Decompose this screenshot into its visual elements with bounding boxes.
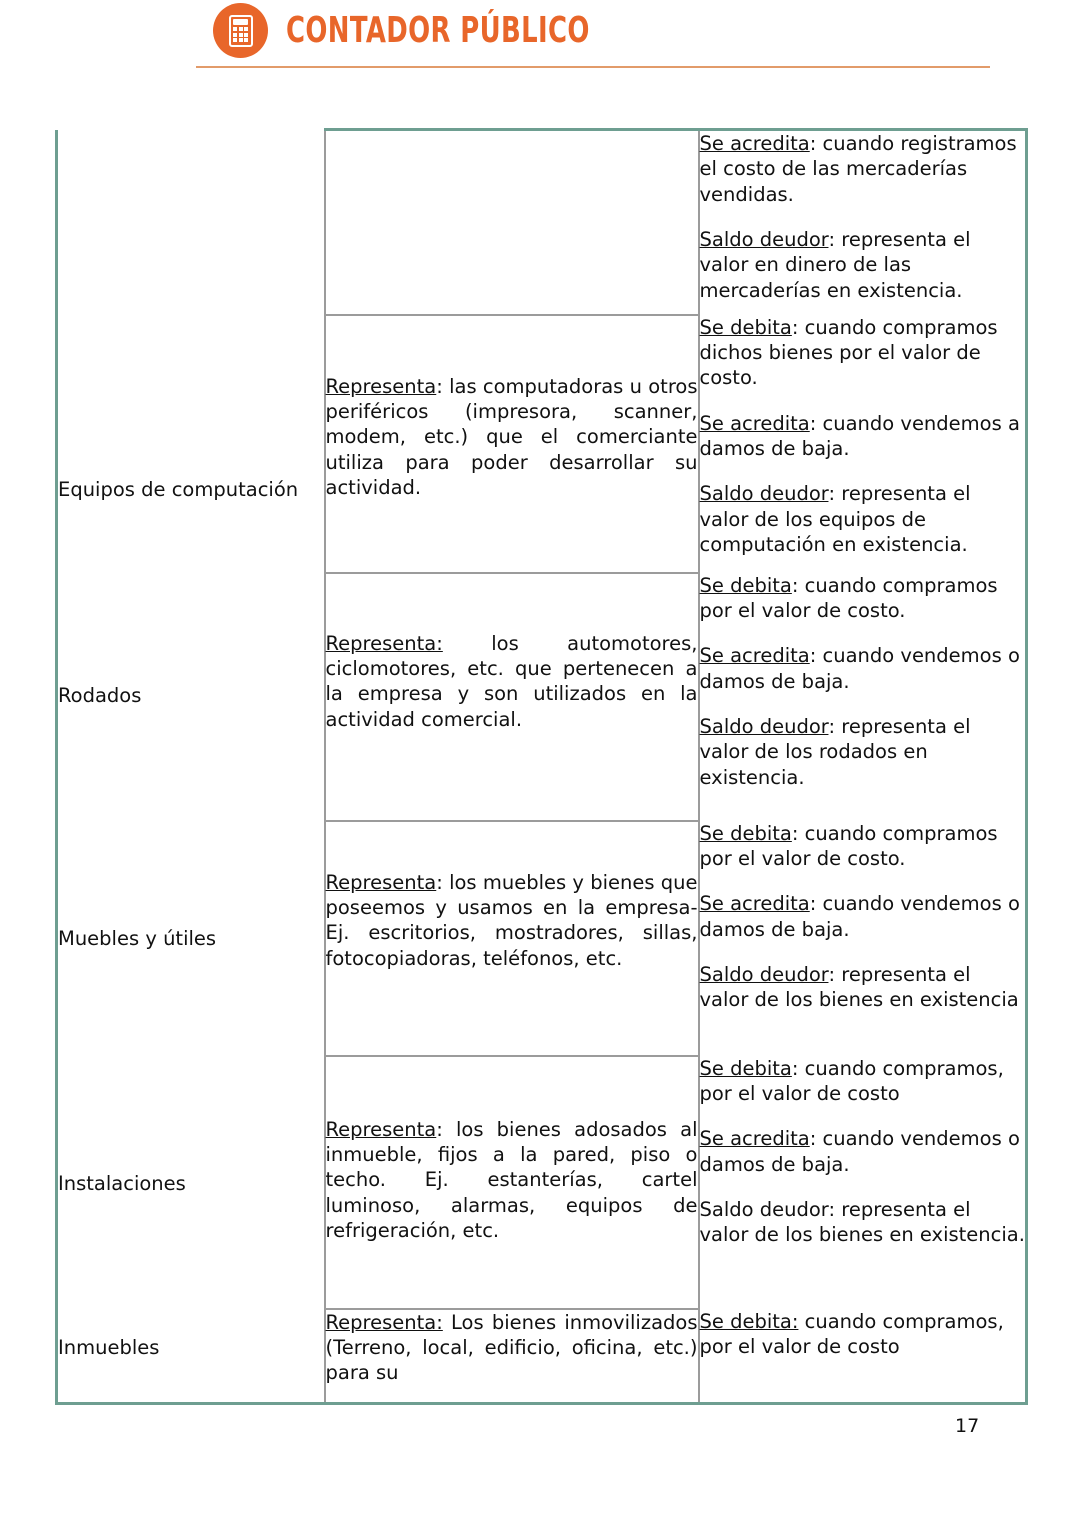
rule-item — [700, 411, 1026, 462]
description-label: Representa — [325, 374, 437, 398]
rule-label: Se debita — [699, 1056, 792, 1080]
rule-label: Saldo deudor — [699, 714, 829, 738]
account-description-cell — [325, 1056, 699, 1309]
rule-text: : cuando vendemos o damos de baja. — [699, 1127, 1020, 1176]
rule-item — [700, 643, 1026, 694]
rule-text: : representa el valor de los equipos de computación en existencia. — [699, 482, 971, 556]
account-name-cell — [57, 821, 325, 1056]
rule-text: : cuando compramos, por el valor de costo — [699, 1056, 1004, 1105]
rule-text: : cuando vendemos a damos de baja. — [699, 411, 1020, 460]
brand-title: CONTADOR PÚBLICO — [286, 10, 590, 51]
rule-item — [700, 962, 1026, 1013]
rule-label: Saldo deudor — [699, 962, 829, 986]
description-label: Representa: — [325, 1310, 443, 1334]
description-label: Representa: — [325, 631, 443, 655]
rule-text: : representa el valor de los bienes en existencia. — [699, 1197, 1025, 1247]
table-row — [57, 1056, 1027, 1309]
page-header — [0, 0, 1080, 80]
rule-label: Se debita — [699, 821, 792, 845]
rule-item — [700, 891, 1026, 942]
rule-label: Se acredita — [699, 892, 810, 916]
rule-text: : cuando compramos por el valor de costo. — [699, 821, 998, 870]
account-description: : los bienes adosados al inmueble, fijos a la pared, piso o techo. Ej. estanterías, cartel luminoso, alarmas, equipos de refrigeración, etc. — [325, 1117, 698, 1242]
rule-label: Se acredita — [699, 1127, 810, 1151]
rule-label: Saldo deudor — [699, 228, 829, 252]
account-description-cell — [325, 821, 699, 1056]
account-rules-cell — [699, 573, 1027, 821]
rule-item — [700, 1197, 1026, 1248]
account-rules-cell — [699, 1056, 1027, 1309]
rule-item — [700, 131, 1026, 207]
rule-item — [700, 714, 1026, 790]
rule-text: cuando compramos, por el valor de costo — [699, 1309, 1004, 1358]
calculator-icon — [213, 3, 268, 58]
account-name: Muebles y útiles — [58, 926, 217, 950]
table-row — [57, 1309, 1027, 1404]
account-description-cell — [325, 1309, 699, 1404]
rule-item — [700, 1126, 1026, 1177]
account-rules-cell — [699, 821, 1027, 1056]
rule-item — [700, 1056, 1026, 1107]
rule-text: : representa el valor de los rodados en existencia. — [699, 714, 971, 789]
header-divider — [196, 66, 990, 68]
table-row — [57, 821, 1027, 1056]
account-description-cell — [325, 315, 699, 573]
rule-label: Se acredita — [699, 644, 810, 668]
rule-label: Se debita: — [699, 1309, 799, 1333]
account-rules-cell — [699, 130, 1027, 315]
account-description-cell — [325, 130, 699, 315]
accounts-table — [55, 128, 1028, 1405]
rule-label: Se acredita — [699, 132, 810, 155]
account-name-cell — [57, 573, 325, 821]
account-rules-cell — [699, 1309, 1027, 1404]
account-name: Equipos de computación — [58, 477, 299, 501]
rule-item — [700, 227, 1026, 303]
rule-item — [700, 821, 1026, 872]
account-name: Inmuebles — [58, 1335, 160, 1359]
account-name-cell — [57, 1309, 325, 1404]
rule-label: Saldo deudor — [699, 1197, 829, 1221]
table-row — [57, 315, 1027, 573]
rule-text: : representa el valor de los bienes en existencia — [699, 962, 1019, 1012]
account-name-cell — [57, 315, 325, 573]
rule-text: : representa el valor en dinero de las mercaderías en existencia. — [699, 228, 971, 302]
rule-item — [700, 1309, 1026, 1360]
page-number: 17 — [955, 1415, 980, 1437]
rule-item — [700, 315, 1026, 391]
table-row — [57, 573, 1027, 821]
account-description: : los muebles y bienes que poseemos y usamos en la empresa- Ej. escritorios, mostradores, sillas, fotocopiadoras, teléfonos, etc. — [325, 870, 698, 970]
account-description: : las computadoras u otros periféricos (impresora, scanner, modem, etc.) que el comerciante utiliza para poder desarrollar su actividad. — [325, 374, 698, 499]
account-description: Los bienes inmovilizados (Terreno, local, edificio, oficina, etc.) para su — [325, 1310, 698, 1385]
rule-text: : cuando compramos dichos bienes por el valor de costo. — [699, 315, 998, 390]
account-description-cell — [325, 573, 699, 821]
rule-item — [700, 481, 1026, 557]
description-label: Representa — [325, 1117, 437, 1141]
account-name-cell — [57, 130, 325, 315]
rule-item — [700, 573, 1026, 624]
rule-text: : cuando vendemos o damos de baja. — [699, 644, 1020, 693]
rule-label: Se acredita — [699, 411, 810, 435]
account-name: Rodados — [58, 683, 142, 707]
account-description: los automotores, ciclomotores, etc. que pertenecen a la empresa y son utilizados en la actividad comercial. — [325, 631, 698, 731]
rule-label: Se debita — [699, 573, 792, 597]
rule-text: : cuando registramos el costo de las mercaderías vendidas. — [699, 132, 1017, 206]
account-name-cell — [57, 1056, 325, 1309]
rule-text: : cuando compramos por el valor de costo. — [699, 573, 998, 622]
account-name: Instalaciones — [58, 1171, 186, 1195]
rule-text: : cuando vendemos o damos de baja. — [699, 892, 1020, 941]
brand — [213, 3, 708, 58]
table-row — [57, 130, 1027, 315]
rule-label: Saldo deudor — [699, 482, 829, 506]
account-rules-cell — [699, 315, 1027, 573]
description-label: Representa — [325, 870, 437, 894]
rule-label: Se debita — [699, 315, 792, 339]
